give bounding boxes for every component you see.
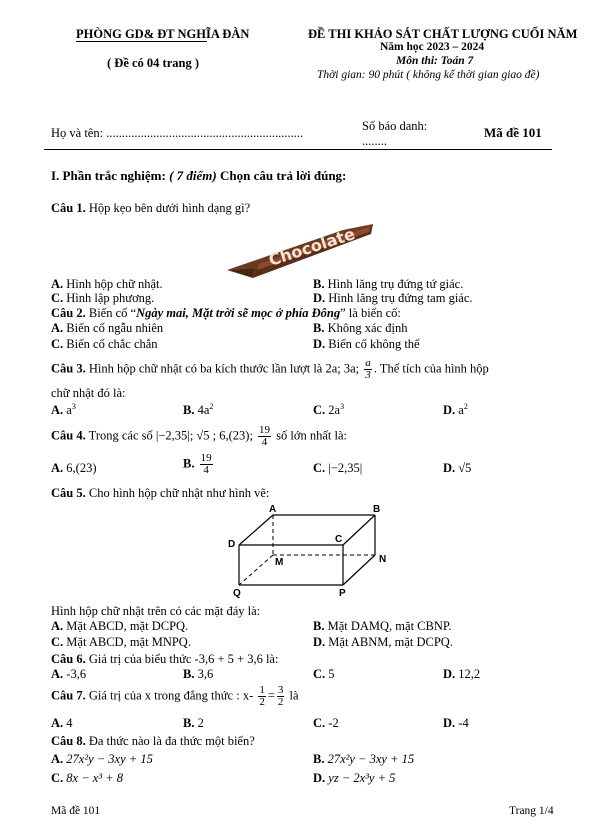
q6-option-a: A. -3,6 — [51, 667, 87, 681]
q7-option-b: B. 2 — [183, 716, 204, 730]
q4-option-b: B. $\frac{19}{4}$ — [183, 452, 212, 476]
school-year: Năm học 2023 – 2024 — [380, 41, 485, 53]
subject: Môn thi: Toán 7 — [396, 55, 474, 67]
vertex-d-label: D — [228, 539, 236, 550]
page-count: ( Đề có 04 trang ) — [107, 56, 199, 70]
q1-option-a: A. Hình hộp chữ nhật. — [51, 277, 163, 291]
q2-option-b: B. Không xác định — [313, 321, 408, 335]
vertex-q-label: Q — [233, 588, 241, 598]
question-3: Câu 3. Hình hộp chữ nhật có ba kích thước lần lượt là 2a; 3a; $\frac{a}{3}$ . Thể tích của hình hộp — [51, 357, 489, 381]
q2-option-c: C. Biến cố chắc chắn — [51, 337, 158, 351]
section-title: I. Phần trắc nghiệm: ( 7 điểm) Chọn câu trả lời đúng: — [51, 168, 347, 183]
footer-code: Mã đề 101 — [51, 805, 101, 817]
question-5: Câu 5. Cho hình hộp chữ nhật như hình vẽ: — [51, 486, 270, 500]
q6-option-b: B. 3,6 — [183, 667, 214, 681]
q2-option-d: D. Biến cố không thể — [313, 337, 420, 351]
header-rule — [44, 149, 552, 150]
duration: Thời gian: 90 phút ( không kể thời gian giao đề) — [317, 69, 540, 81]
q8-option-b: B. 27x²y − 3xy + 15 — [313, 752, 415, 766]
q3-option-d: D. $a^2$ — [443, 402, 468, 418]
q5-option-d: D. Mặt ABNM, mặt DCPQ. — [313, 635, 453, 649]
q7-option-d: D. -4 — [443, 716, 469, 730]
q4-option-a: A. 6,(23) — [51, 461, 97, 475]
question-4: Câu 4. Trong các số |−2,35|; √5 ; 6,(23); $\frac{19}{4}$ số lớn nhất là: — [51, 424, 348, 448]
q1-option-b: B. Hình lăng trụ đứng tứ giác. — [313, 277, 464, 291]
candidate-number-dots: ........ — [362, 134, 387, 148]
question-3-cont: chữ nhật đó là: — [51, 386, 126, 400]
exam-title: ĐỀ THI KHẢO SÁT CHẤT LƯỢNG CUỐI NĂM — [308, 27, 578, 41]
question-1: Câu 1. Hộp kẹo bên dưới hình dạng gì? — [51, 201, 251, 215]
candidate-number-label: Số báo danh: — [362, 119, 428, 133]
q3-option-b: B. $4a^2$ — [183, 402, 214, 418]
q3-option-a: A. $a^3$ — [51, 402, 76, 418]
q7-option-c: C. -2 — [313, 716, 339, 730]
q7-option-a: A. 4 — [51, 716, 73, 730]
q1-option-c: C. Hình lập phương. — [51, 291, 155, 305]
q8-option-a: A. 27x²y − 3xy + 15 — [51, 752, 153, 766]
chocolate-box-image — [225, 220, 375, 282]
q3-option-c: C. $2a^3$ — [313, 402, 345, 418]
vertex-n-label: N — [379, 554, 387, 565]
question-6: Câu 6. Giá trị của biểu thức -3,6 + 5 + 3,6 là: — [51, 652, 279, 666]
question-8: Câu 8. Đa thức nào là đa thức một biến? — [51, 734, 255, 748]
q2-option-a: A. Biến cố ngẫu nhiên — [51, 321, 164, 335]
q8-option-d: D. yz − 2x³y + 5 — [313, 771, 396, 785]
vertex-p-label: P — [339, 588, 346, 598]
q6-option-d: D. 12,2 — [443, 667, 481, 681]
q5-option-b: B. Mặt DAMQ, mặt CBNP. — [313, 619, 452, 633]
q6-option-c: C. 5 — [313, 667, 335, 681]
exam-code: Mã đề 101 — [484, 125, 542, 140]
question-7: Câu 7. Giá trị của x trong đẳng thức : x- $\frac{1}{2}$ = $\frac{3}{2}$ là — [51, 684, 299, 708]
q4-option-d: D. √5 — [443, 461, 472, 475]
q1-option-d: D. Hình lăng trụ đứng tam giác. — [313, 291, 473, 305]
q5-option-a: A. Mặt ABCD, mặt DCPQ. — [51, 619, 189, 633]
cuboid-diagram — [225, 502, 405, 598]
question-5-cont: Hình hộp chữ nhật trên có các mặt đáy là: — [51, 604, 261, 618]
q5-option-c: C. Mặt ABCD, mặt MNPQ. — [51, 635, 191, 649]
q8-option-c: C. 8x − x³ + 8 — [51, 771, 123, 785]
vertex-a-label: A — [269, 504, 277, 515]
header-divider — [76, 41, 207, 42]
vertex-m-label: M — [275, 557, 284, 568]
q4-option-c: C. |−2,35| — [313, 461, 363, 475]
student-name-field: Họ và tên: ............................................................... — [51, 126, 304, 140]
school-name: PHÒNG GD& ĐT NGHĨA ĐÀN — [76, 27, 250, 41]
vertex-b-label: B — [373, 504, 381, 515]
question-2: Câu 2. Biến cố “Ngày mai, Mặt trời sẽ mọc ở phía Đông” là biến cố: — [51, 306, 401, 320]
vertex-c-label: C — [335, 534, 343, 545]
chocolate-label: Chocolate — [266, 224, 358, 270]
page-number: Trang 1/4 — [509, 805, 554, 817]
